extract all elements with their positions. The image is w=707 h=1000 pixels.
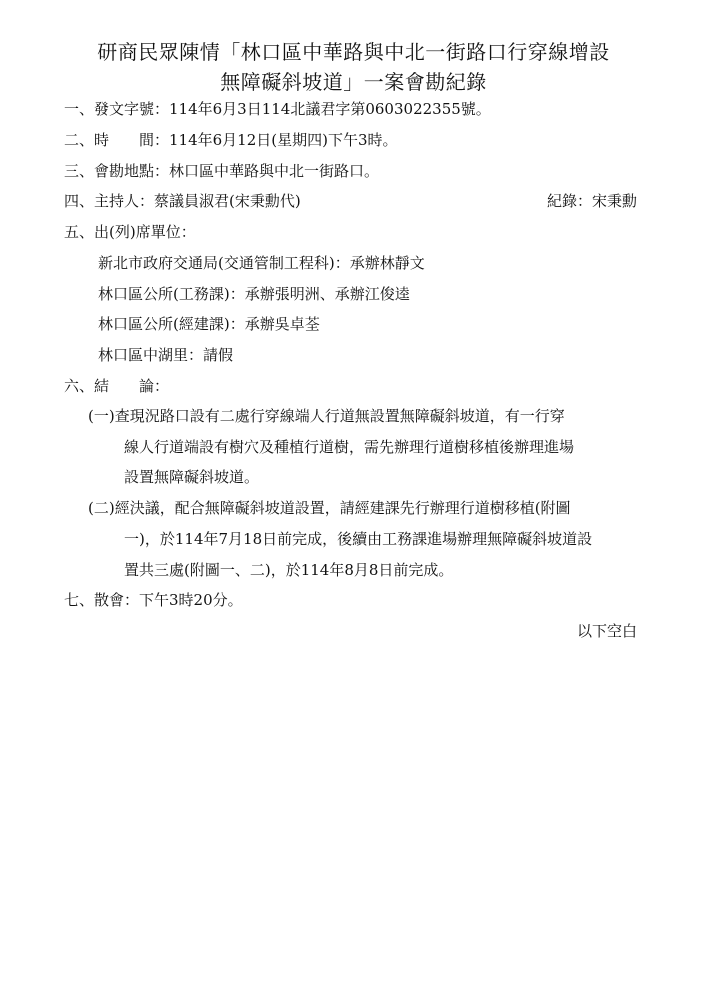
attendee-item: 林口區公所(經建課)：承辦吳卓荃 bbox=[98, 315, 320, 333]
section-adjournment: 七、散會：下午3時20分。 bbox=[64, 591, 243, 609]
document-title-line-2: 無障礙斜坡道」一案會勘紀錄 bbox=[220, 70, 487, 94]
attendee-item: 新北市政府交通局(交通管制工程科)：承辦林靜文 bbox=[98, 254, 425, 272]
attendee-item: 林口區公所(工務課)：承辦張明洲、承辦江俊逵 bbox=[98, 285, 410, 303]
recorder: 紀錄：宋秉勳 bbox=[546, 192, 637, 210]
attendee-item: 林口區中湖里：請假 bbox=[98, 346, 234, 364]
section-host: 四、主持人：蔡議員淑君(宋秉勳代) bbox=[64, 192, 301, 210]
section-time: 二、時 間：114年6月12日(星期四)下午3時。 bbox=[64, 131, 398, 149]
conclusion-1-line: 設置無障礙斜坡道。 bbox=[124, 468, 260, 486]
section-location: 三、會勘地點：林口區中華路與中北一街路口。 bbox=[64, 162, 380, 180]
conclusion-1-line: (一)查現況路口設有二處行穿線端人行道無設置無障礙斜坡道，有一行穿 bbox=[88, 407, 565, 425]
section-attendees: 五、出(列)席單位： bbox=[64, 223, 196, 241]
conclusion-1-line: 線人行道端設有樹穴及種植行道樹，需先辦理行道樹移植後辦理進場 bbox=[124, 438, 575, 456]
conclusion-2-line: (二)經決議，配合無障礙斜坡道設置，請經建課先行辦理行道樹移植(附圖 bbox=[88, 499, 571, 517]
section-conclusions: 六、結 論： bbox=[64, 377, 170, 395]
section-document-number: 一、發文字號：114年6月3日114北議君字第0603022355號。 bbox=[64, 100, 491, 118]
conclusion-2-line: 置共三處(附圖一、二)，於114年8月8日前完成。 bbox=[124, 561, 454, 579]
blank-below-note: 以下空白 bbox=[576, 622, 637, 640]
conclusion-2-line: 一)，於114年7月18日前完成，後續由工務課進場辦理無障礙斜坡道設 bbox=[124, 530, 593, 548]
document-title-line-1: 研商民眾陳情「林口區中華路與中北一街路口行穿線增設 bbox=[97, 40, 610, 64]
